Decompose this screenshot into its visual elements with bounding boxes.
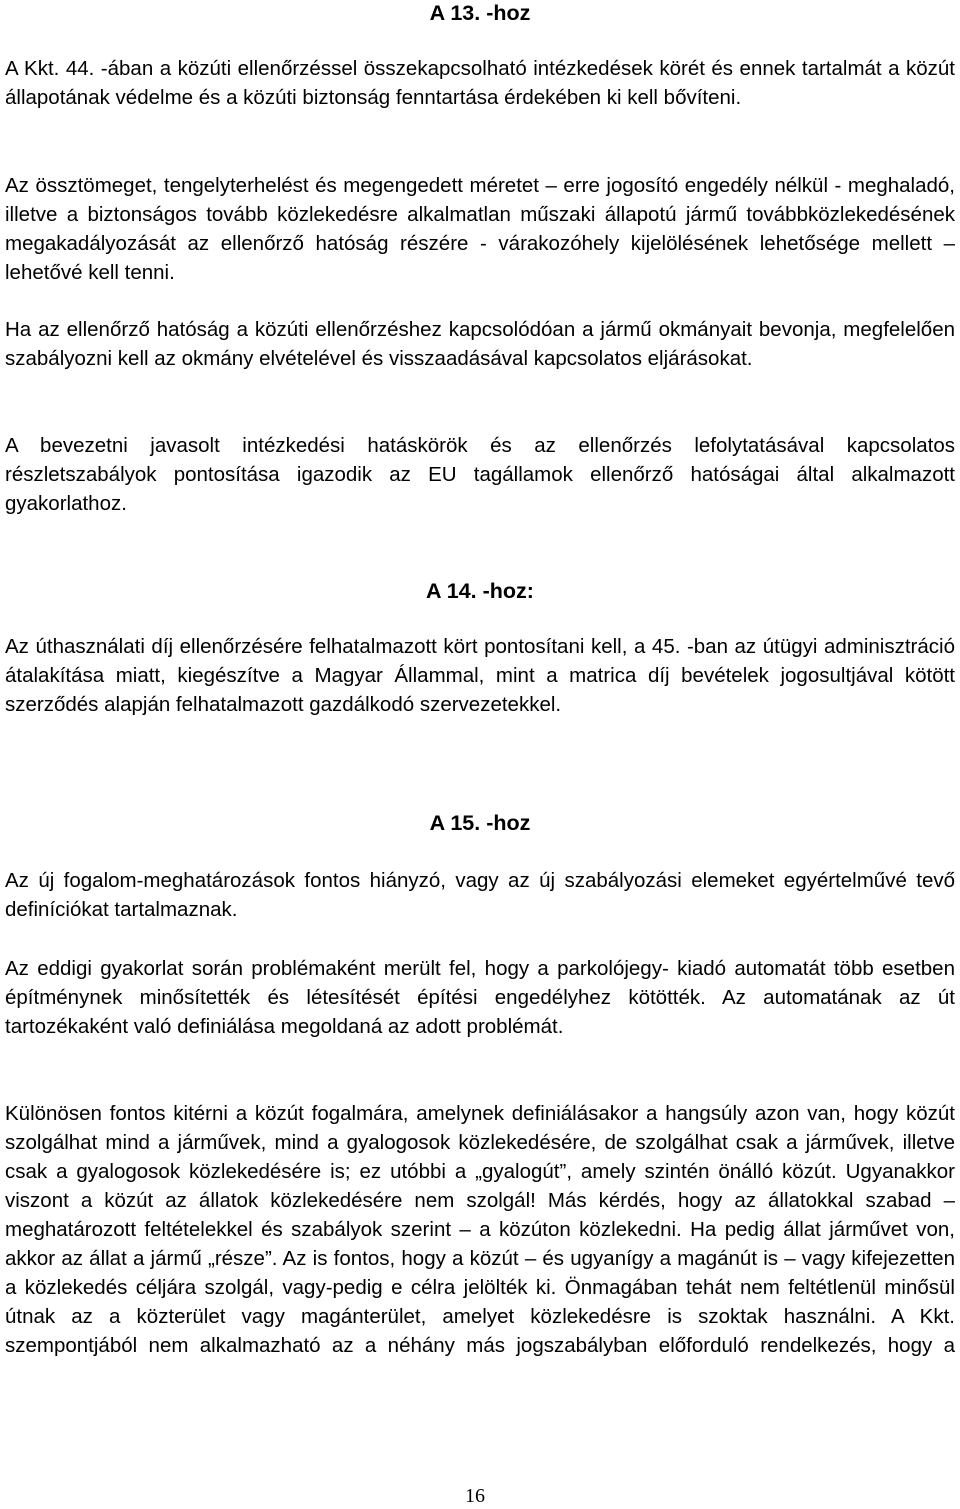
section-heading-13: A 13. -hoz: [429, 1, 531, 25]
paragraph: Az úthasználati díj ellenőrzésére felhatalmazott kört pontosítani kell, a 45. -ban az útügyi adminisztráció átalakítása miatt, kiegészítve a Magyar Állammal, mint a matrica díj bevételek jogosultjával kötött szerződés alapján felhatalmazott gazdálkodó szervezetekkel.: [5, 635, 955, 716]
paragraph: Különösen fontos kitérni a közút fogalmára, amelynek definiálásakor a hangsúly azon van, hogy közút szolgálhat mind a járművek, mind a gyalogosok közlekedésére, de szolgálhat csak a járművek, illetve csak a gyalogosok közlekedésére is; ez utóbbi a „gyalogút”, amely szintén önálló közút. Ugyanakkor viszont a közút az állatok közlekedésére nem szolgál! Más kérdés, hogy az állatokkal szabad – meghatározott feltételekkel és szabályok szerint – a közúton közlekedni. Ha pedig állat járművet von, akkor az állat a jármű „része”. Az is fontos, hogy a közút – és ugyanígy a magánút is – vagy kifejezetten a közlekedés céljára szolgál, vagy-pedig e célra jelölték ki. Önmagában tehát nem feltétlenül minősül útnak az a közterület vagy magánterület, amelyet közlekedésre is szoktak használni. A Kkt. szempontjából nem alkalmazható az a néhány más jogszabályban előforduló rendelkezés, hogy a: [5, 1102, 955, 1357]
section-heading-14: A 14. -hoz:: [426, 579, 534, 603]
section-heading-15: A 15. -hoz: [429, 811, 531, 835]
paragraph: A bevezetni javasolt intézkedési hatáskörök és az ellenőrzés lefolytatásával kapcsolatos részletszabályok pontosítása igazodik az EU tagállamok ellenőrző hatóságai által alkalmazott gyakorlathoz.: [5, 434, 955, 515]
paragraph: A Kkt. 44. -ában a közúti ellenőrzéssel összekapcsolható intézkedések körét és ennek tartalmát a közút állapotának védelme és a közúti biztonság fenntartása érdekében ki kell bővíteni.: [5, 57, 955, 109]
page-number: 16: [465, 1485, 485, 1507]
paragraph: Az össztömeget, tengelyterhelést és megengedett méretet – erre jogosító engedély nélkül - meghaladó, illetve a biztonságos tovább közlekedésre alkalmatlan műszaki állapotú jármű továbbközlekedésének megakadályozását az ellenőrző hatóság részére - várakozóhely kijelölésének lehetősége mellett – lehetővé kell tenni.: [5, 174, 955, 284]
paragraph: Az eddigi gyakorlat során problémaként merült fel, hogy a parkolójegy- kiadó automatát több esetben építménynek minősítették és létesítését építési engedélyhez kötötték. Az automatának az út tartozékaként való definiálása megoldaná az adott problémát.: [5, 957, 955, 1038]
paragraph: Ha az ellenőrző hatóság a közúti ellenőrzéshez kapcsolódóan a jármű okmányait bevonja, megfelelően szabályozni kell az okmány elvételével és visszaadásával kapcsolatos eljárásokat.: [5, 318, 955, 370]
paragraph: Az új fogalom-meghatározások fontos hiányzó, vagy az új szabályozási elemeket egyértelművé tevő definíciókat tartalmaznak.: [5, 869, 955, 921]
